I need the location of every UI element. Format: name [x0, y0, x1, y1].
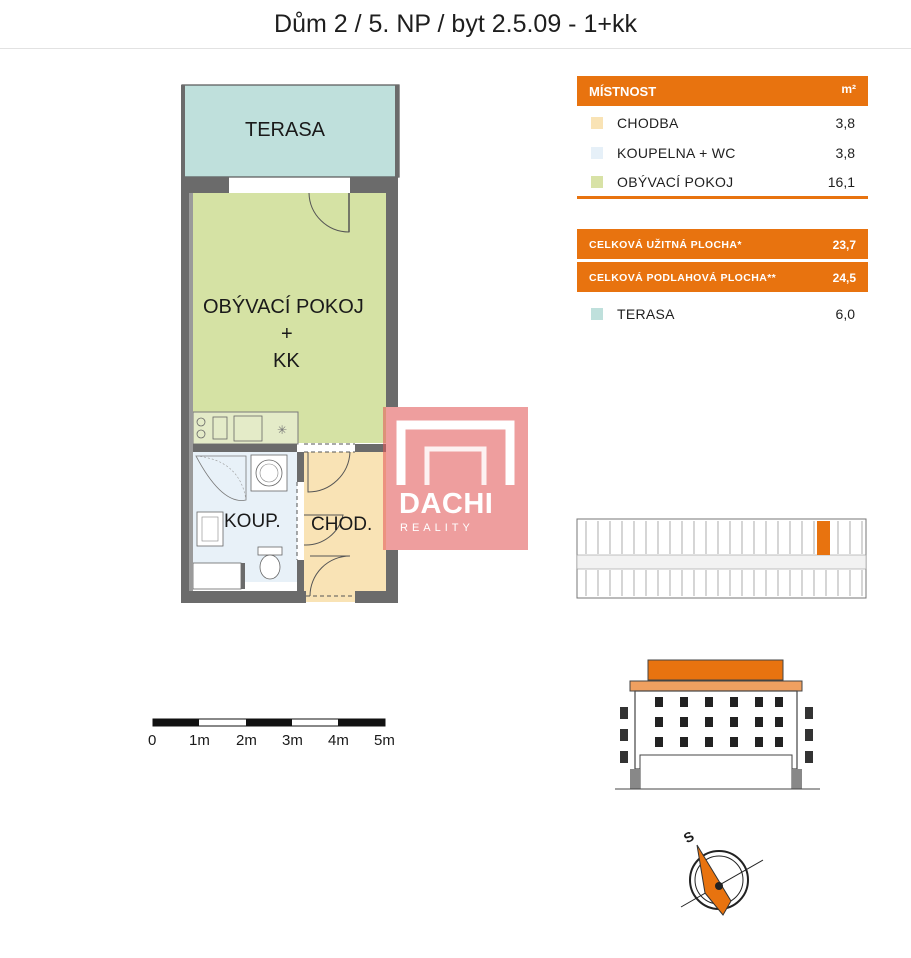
watermark-sub: REALITY: [400, 522, 474, 534]
svg-text:✳: ✳: [277, 423, 288, 437]
total-usable-label: CELKOVÁ UŽITNÁ PLOCHA*: [589, 239, 742, 251]
scale-label: 3m: [282, 732, 303, 749]
highlighted-unit: [817, 521, 830, 555]
row-value: 16,1: [827, 174, 855, 190]
row-name: OBÝVACÍ POKOJ: [617, 174, 734, 190]
total-floor-value: 24,5: [832, 271, 856, 285]
row-name: TERASA: [617, 306, 675, 322]
scale-label: 2m: [236, 732, 257, 749]
building-elevation: [610, 655, 825, 795]
row-value: 6,0: [835, 306, 855, 322]
total-floor-label: CELKOVÁ PODLAHOVÁ PLOCHA**: [589, 272, 777, 284]
terrace-label: TERASA: [245, 119, 326, 141]
scale-label: 4m: [328, 732, 349, 749]
row-value: 3,8: [835, 115, 855, 131]
total-usable-value: 23,7: [832, 238, 856, 252]
scale-label: 1m: [189, 732, 210, 749]
row-name: KOUPELNA + WC: [617, 145, 736, 161]
hallway-label: CHOD.: [311, 514, 373, 535]
living-room-label-line2: +: [281, 323, 293, 345]
row-name: CHODBA: [617, 115, 679, 131]
living-room-label-line1: OBÝVACÍ POKOJ: [203, 296, 364, 318]
compass-label: S: [680, 827, 697, 847]
header-unit: m²: [841, 82, 856, 96]
page-title: Dům 2 / 5. NP / byt 2.5.09 - 1+kk: [274, 10, 637, 38]
scale-label: 0: [148, 732, 157, 749]
watermark-brand: DACHI: [399, 488, 494, 520]
living-room-label-line3: KK: [273, 350, 300, 372]
building-key-plan: [576, 518, 868, 600]
bathroom-label: KOUP.: [224, 511, 281, 532]
row-value: 3,8: [835, 145, 855, 161]
scale-label: 5m: [374, 732, 395, 749]
header-room: MÍSTNOST: [589, 84, 657, 99]
